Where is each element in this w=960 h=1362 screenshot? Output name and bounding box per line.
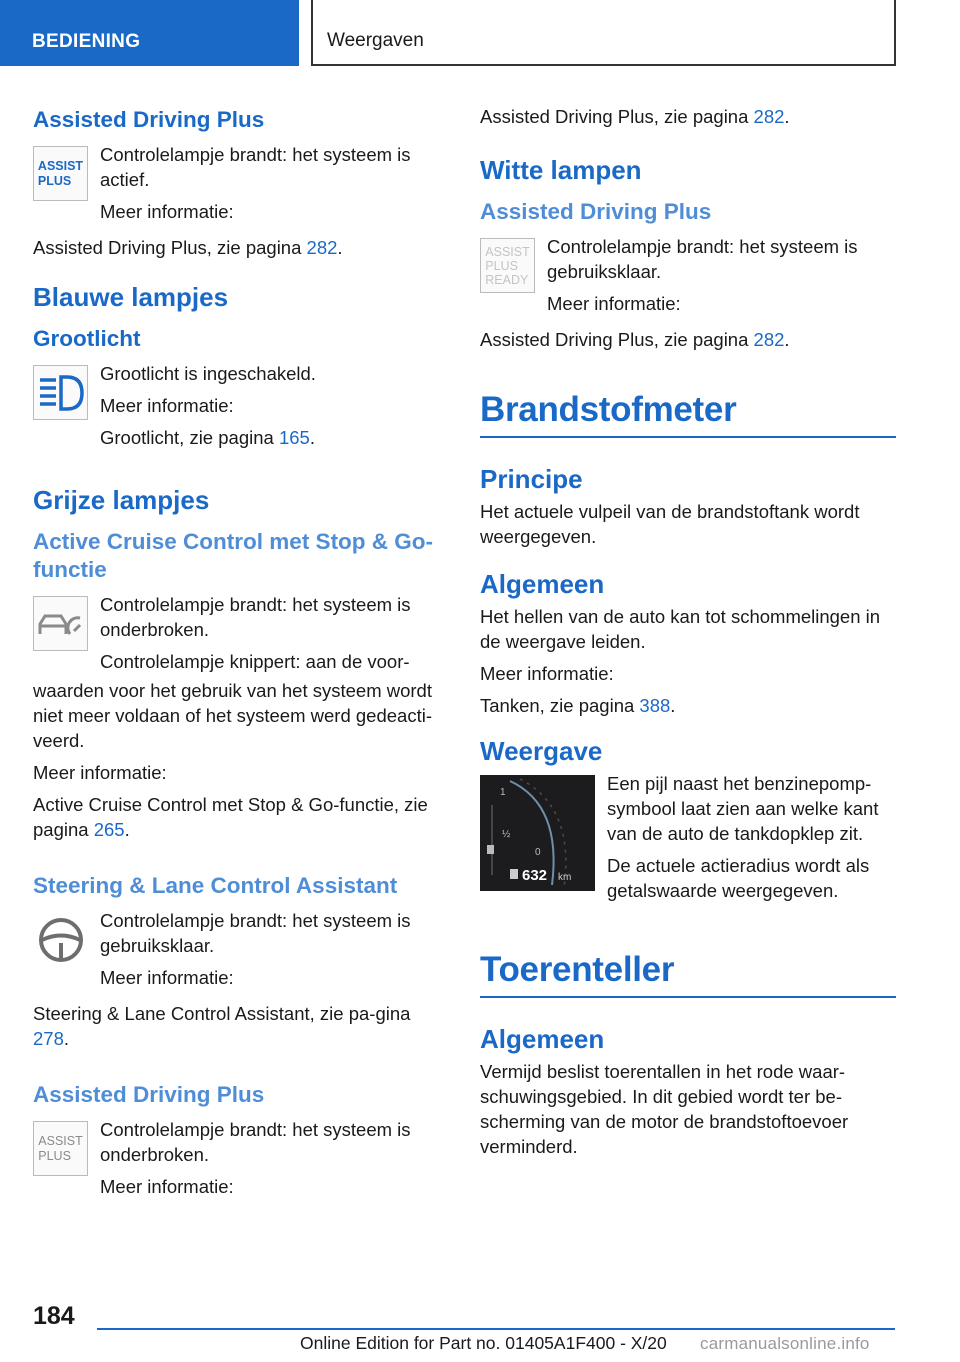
section-tab: BEDIENING xyxy=(0,0,299,66)
heading-blue-lamps: Blauwe lampjes xyxy=(33,282,229,312)
page-link[interactable]: 265 xyxy=(93,819,125,840)
heading-white-lamps: Witte lampen xyxy=(480,155,642,185)
indicator-text: Controlelampje brandt: het systeem is gebruiksklaar. xyxy=(100,910,411,956)
algemeen-text: Het hellen van de auto kan tot schommelingen in de weergave leiden. xyxy=(480,606,881,652)
right-column xyxy=(480,100,896,1166)
indicator-steering-lane-control xyxy=(33,908,446,997)
page-link[interactable]: 278 xyxy=(33,1028,64,1049)
toeren-text: Vermijd beslist toerentallen in het rode waar-schuwingsgebied. In dit gebied wordt ter be-scherming van de motor de brandstoftoevoer verminderd. xyxy=(480,1061,849,1157)
indicator-text-blink-cont: waarden voor het gebruik van het systeem wordt niet meer voldaan of het systeem werd gedeacti-veerd. xyxy=(33,680,432,751)
reference: Grootlicht, zie pagina 165. xyxy=(100,427,315,448)
reference: Assisted Driving Plus, zie pagina 282. xyxy=(480,106,790,127)
chapter-title: Weergaven xyxy=(311,0,896,66)
watermark: carmanualsonline.info xyxy=(700,1334,870,1353)
fuel-gauge-figure xyxy=(480,771,896,910)
indicator-text: Controlelampje brandt: het systeem is gebruiksklaar. xyxy=(547,236,858,282)
range-unit: km xyxy=(558,872,572,883)
page-link[interactable]: 282 xyxy=(753,329,785,350)
heading-algemeen-2: Algemeen xyxy=(480,1024,605,1054)
heading-toerenteller: Toerenteller xyxy=(480,950,896,998)
steering-wheel-icon xyxy=(33,912,88,967)
reference: Steering & Lane Control Assistant, zie pa-gina 278. xyxy=(33,1003,411,1049)
indicator-text: Controlelampje brandt: het systeem is onderbroken. xyxy=(100,594,411,640)
fuel-gauge-image xyxy=(480,775,595,891)
reference: Assisted Driving Plus, zie pagina 282. xyxy=(480,329,790,350)
more-info-label: Meer informatie: xyxy=(100,201,234,222)
gauge-tick-full: 1 xyxy=(500,787,506,798)
cruise-control-icon xyxy=(33,596,88,651)
heading-grootlicht: Grootlicht xyxy=(33,326,141,351)
heading-grey-lamps: Grijze lampjes xyxy=(33,485,210,515)
indicator-text: Grootlicht is ingeschakeld. xyxy=(100,363,316,384)
fuel-pump-icon xyxy=(487,845,494,854)
edition-text: Online Edition for Part no. 01405A1F400 - X/20 xyxy=(300,1333,667,1353)
page-link[interactable]: 165 xyxy=(278,427,310,448)
heading-active-cruise-control: Active Cruise Control met Stop & Go-functie xyxy=(33,529,434,582)
weergave-text-2: De actuele actieradius wordt als getalswaarde weergegeven. xyxy=(607,855,870,901)
fuel-pump-small-icon xyxy=(510,869,518,879)
page-link[interactable]: 282 xyxy=(306,237,338,258)
heading-assisted-driving-plus-1: Assisted Driving Plus xyxy=(33,107,265,132)
left-column xyxy=(33,100,446,1210)
page-link[interactable]: 388 xyxy=(639,695,671,716)
more-info-label: Meer informatie: xyxy=(33,762,167,783)
indicator-assisted-driving-plus-interrupted xyxy=(33,1117,446,1206)
indicator-high-beam xyxy=(33,361,446,457)
range-value: 632 xyxy=(522,867,548,884)
reference: Active Cruise Control met Stop & Go-functie, zie pagina 265. xyxy=(33,794,428,840)
heading-assisted-driving-plus-2: Assisted Driving Plus xyxy=(33,1082,265,1107)
gauge-tick-empty: 0 xyxy=(535,847,541,858)
reference: Assisted Driving Plus, zie pagina 282. xyxy=(33,237,343,258)
heading-brandstofmeter: Brandstofmeter xyxy=(480,390,896,438)
more-info-label: Meer informatie: xyxy=(480,663,614,684)
assist-plus-grey-icon: ASSIST PLUS xyxy=(33,1121,88,1176)
assist-plus-icon: ASSIST PLUS xyxy=(33,146,88,201)
indicator-assisted-driving-plus-ready xyxy=(480,234,896,323)
indicator-text: Controlelampje brandt: het systeem is actief. xyxy=(100,144,411,190)
weergave-text-1: Een pijl naast het benzinepomp-symbool laat zien aan welke kant van de auto de tankdopklep zit. xyxy=(607,773,879,844)
indicator-assisted-driving-plus-active xyxy=(33,142,446,231)
footer-divider xyxy=(97,1328,895,1330)
page-header xyxy=(0,0,960,66)
high-beam-icon xyxy=(33,365,88,420)
heading-assisted-driving-plus-3: Assisted Driving Plus xyxy=(480,199,712,224)
page-number: 184 xyxy=(33,1302,75,1330)
more-info-label: Meer informatie: xyxy=(547,293,681,314)
heading-steering-lane-control: Steering & Lane Control Assistant xyxy=(33,873,398,898)
more-info-label: Meer informatie: xyxy=(100,967,234,988)
assist-plus-ready-icon: ASSIST PLUS READY xyxy=(480,238,535,293)
heading-weergave: Weergave xyxy=(480,736,603,766)
more-info-label: Meer informatie: xyxy=(100,1176,234,1197)
principe-text: Het actuele vulpeil van de brandstoftank wordt weergegeven. xyxy=(480,501,860,547)
indicator-text-blink: Controlelampje knippert: aan de voor- xyxy=(100,651,410,672)
page-link[interactable]: 282 xyxy=(753,106,785,127)
heading-principe: Principe xyxy=(480,464,583,494)
heading-algemeen-1: Algemeen xyxy=(480,569,605,599)
indicator-text: Controlelampje brandt: het systeem is onderbroken. xyxy=(100,1119,411,1165)
indicator-active-cruise-control xyxy=(33,592,446,674)
more-info-label: Meer informatie: xyxy=(100,395,234,416)
reference: Tanken, zie pagina 388. xyxy=(480,695,676,716)
gauge-tick-half: ½ xyxy=(502,829,511,840)
